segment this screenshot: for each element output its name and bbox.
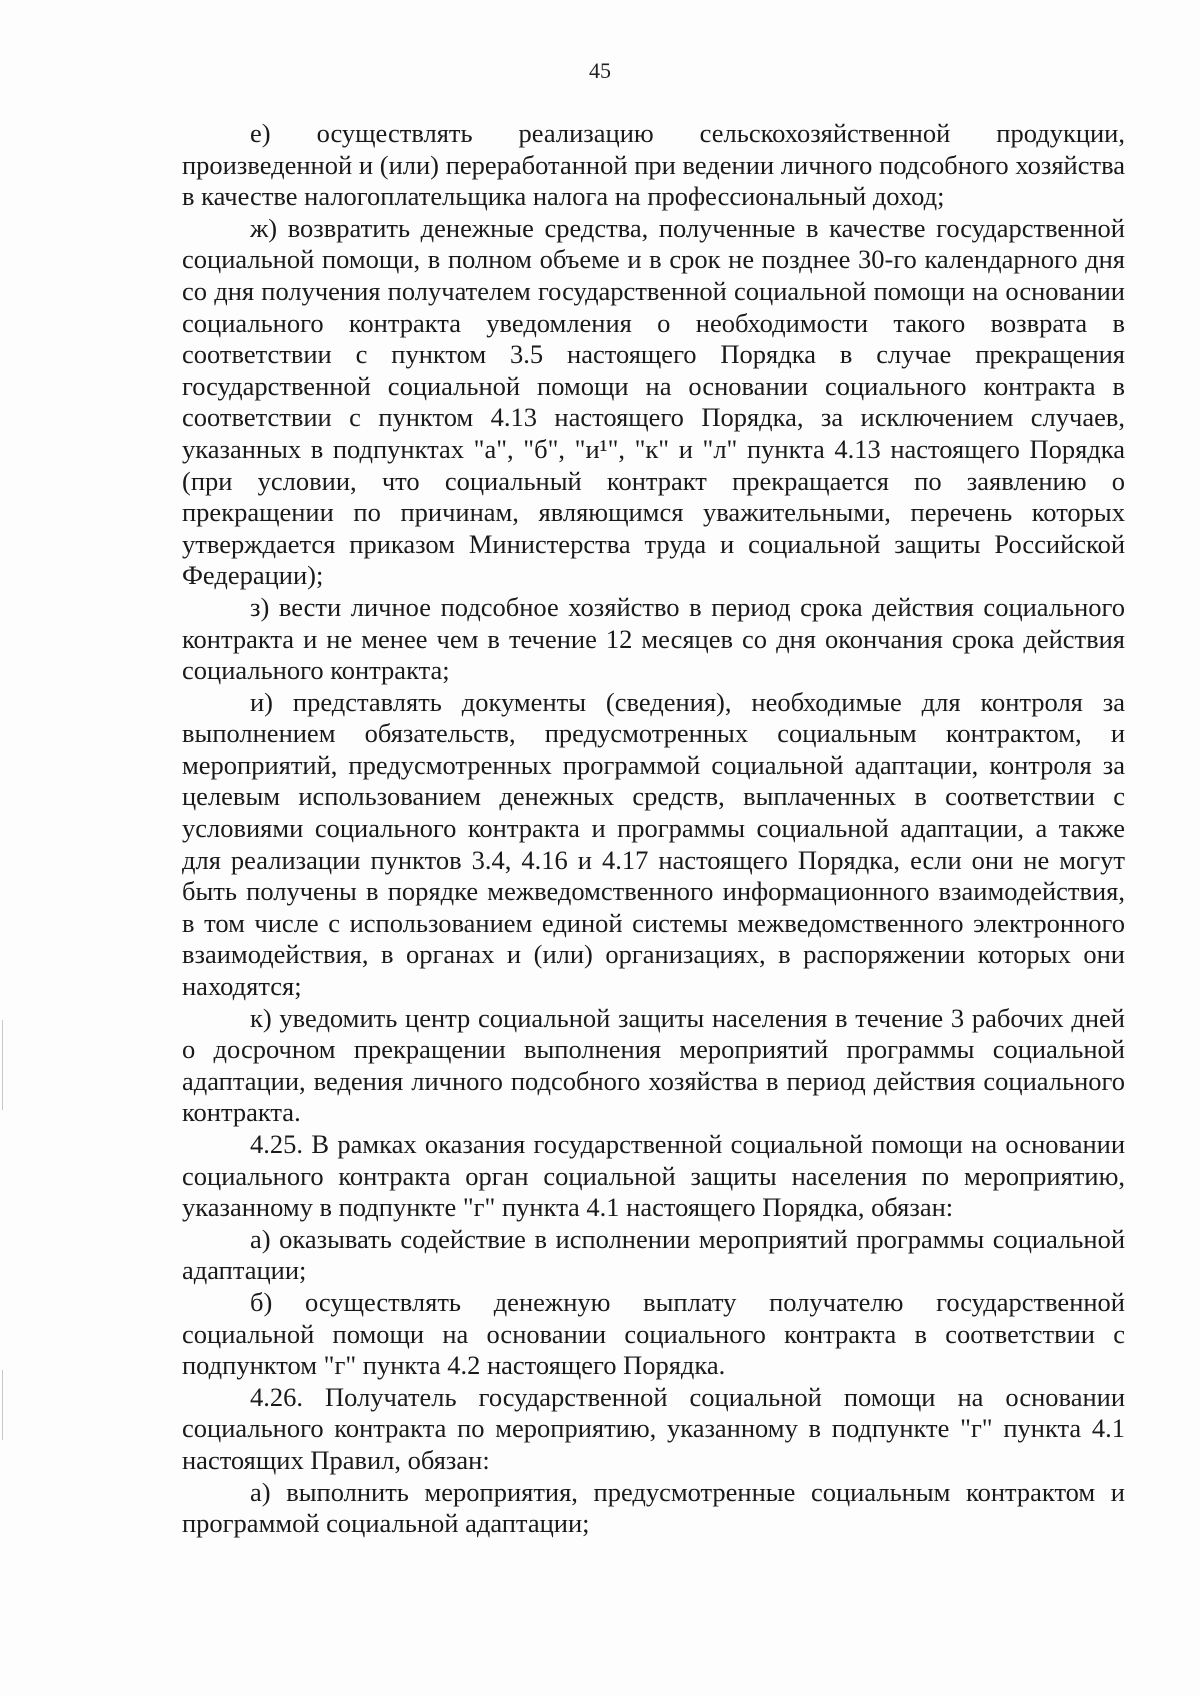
- paragraph-k: к) уведомить центр социальной защиты населения в течение 3 рабочих дней о досрочном прекращении выполнения мероприятий программы социальной адаптации, ведения личного подсобного хозяйства в период действия социального контракта.: [182, 1002, 1125, 1128]
- paragraph-i: и) представлять документы (сведения), необходимые для контроля за выполнением обязательств, предусмотренных социальным контрактом, и мероприятий, предусмотренных программой социальной адаптации, контроля за целевым использованием денежных средств, выплаченных в соответствии с условиями социального контракта и программы социальной адаптации, а также для реализации пунктов 3.4, 4.16 и 4.17 настоящего Порядка, если они не могут быть получены в порядке межведомственного информационного взаимодействия, в том числе с использованием единой системы межведомственного электронного взаимодействия, в органах и (или) организациях, в распоряжении которых они находятся;: [182, 686, 1125, 1002]
- paragraph-z: з) вести личное подсобное хозяйство в период срока действия социального контракта и не менее чем в течение 12 месяцев со дня окончания срока действия социального контракта;: [182, 591, 1125, 686]
- scan-edge-mark: [2, 1370, 3, 1440]
- paragraph-4-26-a: а) выполнить мероприятия, предусмотренные социальным контрактом и программой социальной адаптации;: [182, 1476, 1125, 1539]
- paragraph-4-25-b: б) осуществлять денежную выплату получателю государственной социальной помощи на основании социального контракта в соответствии с подпунктом "г" пункта 4.2 настоящего Порядка.: [182, 1286, 1125, 1381]
- document-body: [182, 118, 1125, 1540]
- paragraph-4-26: 4.26. Получатель государственной социальной помощи на основании социального контракта по мероприятию, указанному в подпункте "г" пункта 4.1 настоящих Правил, обязан:: [182, 1381, 1125, 1475]
- scan-edge-mark: [2, 1020, 3, 1110]
- page-number: 45: [589, 58, 611, 83]
- paragraph-4-25: 4.25. В рамках оказания государственной социальной помощи на основании социального контракта орган социальной защиты населения по мероприятию, указанному в подпункте "г" пункта 4.1 настоящего Порядка, обязан:: [182, 1129, 1125, 1223]
- paragraph-e: е) осуществлять реализацию сельскохозяйственной продукции, произведенной и (или) переработанной при ведении личного подсобного хозяйства в качестве налогоплательщика налога на профессиональный доход;: [182, 118, 1125, 212]
- paragraph-zh: ж) возвратить денежные средства, полученные в качестве государственной социальной помощи, в полном объеме и в срок не позднее 30-го календарного дня со дня получения получателем государственной социальной помощи на основании социального контракта уведомления о необходимости такого возврата в соответствии с пунктом 3.5 настоящего Порядка в случае прекращения государственной социальной помощи на основании социального контракта в соответствии с пунктом 4.13 настоящего Порядка, за исключением случаев, указанных в подпунктах "а", "б", "и¹", "к" и "л" пункта 4.13 настоящего Порядка (при условии, что социальный контракт прекращается по заявлению о прекращении по причинам, являющимся уважительными, перечень которых утверждается приказом Министерства труда и социальной защиты Российской Федерации);: [182, 212, 1125, 591]
- paragraph-4-25-a: а) оказывать содействие в исполнении мероприятий программы социальной адаптации;: [182, 1223, 1125, 1286]
